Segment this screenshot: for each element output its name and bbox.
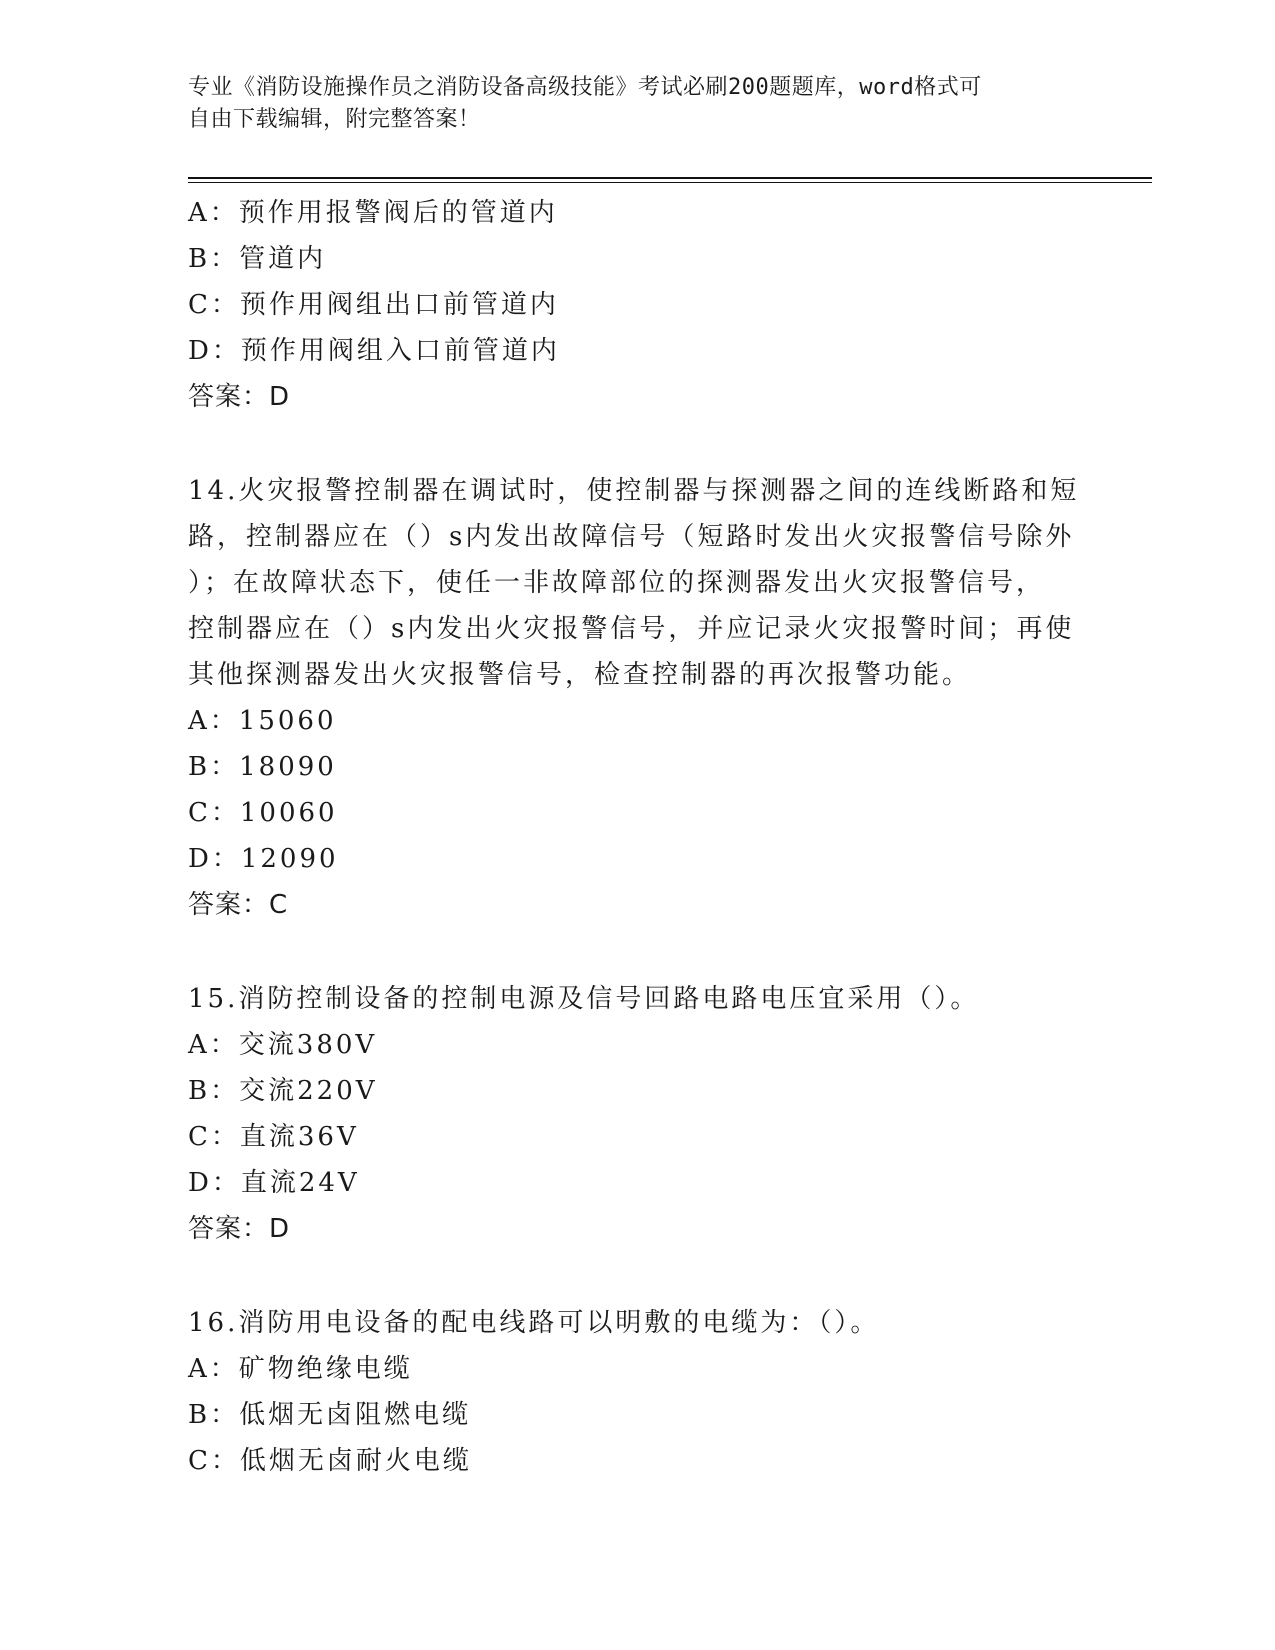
question-stem [188, 468, 1088, 698]
header-line-2: 自由下载编辑，附完整答案！ [188, 107, 481, 132]
stem-line: 控制器应在（）s内发出火灾报警信号，并应记录火灾报警时间；再使 [188, 614, 1075, 644]
question-content [188, 190, 1088, 1484]
option-b: B：交流220V [188, 1076, 378, 1106]
option-c: C：低烟无卤耐火电缆 [188, 1446, 472, 1476]
stem-line: 路，控制器应在（）s内发出故障信号（短路时发出火灾报警信号除外 [188, 522, 1075, 552]
option-d: D：预作用阀组入口前管道内 [188, 336, 560, 366]
option-b: B：18090 [188, 752, 337, 782]
option-c: C：预作用阀组出口前管道内 [188, 290, 559, 320]
header-line-1: 专业《消防设施操作员之消防设备高级技能》考试必刷200题题库，word格式可 [188, 75, 982, 100]
answer: 答案：D [188, 1214, 291, 1244]
stem-line: ）；在故障状态下，使任一非故障部位的探测器发出火灾报警信号， [188, 568, 1046, 598]
option-d: D：12090 [188, 844, 339, 874]
option-a: A：15060 [188, 706, 337, 736]
question-16 [188, 1300, 1088, 1484]
question-stem: 15.消防控制设备的控制电源及信号回路电路电压宜采用（）。 [188, 984, 980, 1014]
answer: 答案：D [188, 382, 291, 412]
header-divider-thick [188, 177, 1152, 179]
option-d: D：直流24V [188, 1168, 360, 1198]
stem-line: 14.火灾报警控制器在调试时，使控制器与探测器之间的连线断路和短 [188, 476, 1080, 506]
option-b: B：低烟无卤阻燃电缆 [188, 1400, 472, 1430]
stem-line: 其他探测器发出火灾报警信号，检查控制器的再次报警功能。 [188, 660, 972, 690]
document-header [188, 72, 1068, 136]
question-13 [188, 190, 1088, 420]
option-b: B：管道内 [188, 244, 327, 274]
question-stem: 16.消防用电设备的配电线路可以明敷的电缆为：（）。 [188, 1308, 880, 1338]
option-a: A：预作用报警阀后的管道内 [188, 198, 558, 228]
option-c: C：直流36V [188, 1122, 359, 1152]
header-divider-thin [188, 182, 1152, 183]
question-14 [188, 468, 1088, 928]
option-a: A：矿物绝缘电缆 [188, 1354, 413, 1384]
option-a: A：交流380V [188, 1030, 378, 1060]
question-15 [188, 976, 1088, 1252]
option-c: C：10060 [188, 798, 338, 828]
answer: 答案：C [188, 890, 289, 920]
